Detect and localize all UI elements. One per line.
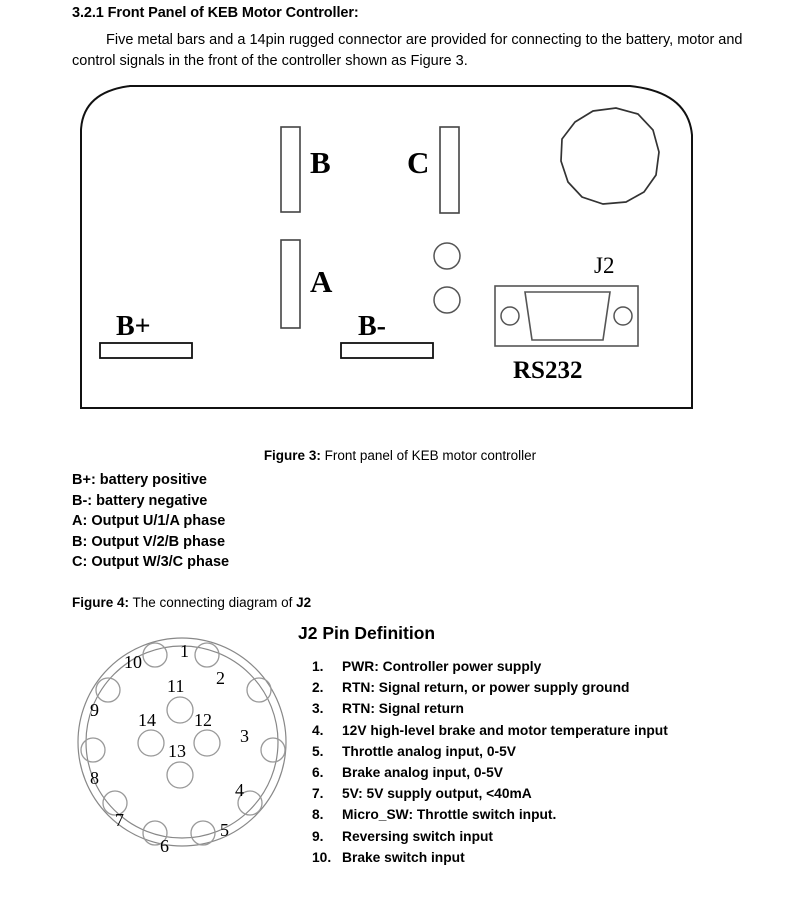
list-item	[312, 783, 782, 804]
front-panel-diagram	[70, 80, 710, 420]
terminal-bar-c	[440, 127, 459, 213]
pin-text: Brake analog input, 0-5V	[342, 765, 504, 781]
j2-pin-label-7: 7	[115, 810, 124, 830]
label-bar-bplus: B+	[116, 311, 151, 342]
pin-text: RTN: Signal return	[342, 701, 464, 717]
j2-pin-label-11: 11	[167, 676, 185, 696]
list-item	[312, 656, 782, 677]
pin-number: 1.	[312, 659, 324, 674]
j2-pin-label-1: 1	[180, 641, 189, 661]
label-rs232: RS232	[513, 357, 583, 384]
j2-pin-12	[194, 730, 220, 756]
terminal-bar-a	[281, 240, 300, 328]
pin-definition-list	[312, 656, 782, 868]
label-bar-a: A	[310, 264, 333, 299]
pin-number: 5.	[312, 743, 324, 759]
legend-item: B-: battery negative	[72, 492, 208, 509]
legend-item: B+: battery positive	[72, 472, 207, 488]
pin-text: 12V high-level brake and motor temperature input	[342, 722, 668, 738]
figure3-caption-text: Front panel of KEB motor controller	[320, 448, 537, 463]
rs232-connector-shell	[495, 286, 638, 346]
j2-pin-13	[167, 762, 193, 788]
j2-connector-circle	[561, 108, 659, 204]
list-item	[312, 741, 782, 762]
figure3-caption-lead: Figure 3:	[263, 448, 321, 463]
j2-pin-10	[143, 643, 167, 667]
pin-number: 9.	[312, 828, 324, 844]
panel-outline	[81, 86, 692, 408]
j2-pin-1	[195, 643, 219, 667]
legend-item: B: Output V/2/B phase	[72, 533, 226, 550]
figure4-caption-text: The connecting diagram of	[129, 595, 297, 610]
pin-number: 3.	[312, 701, 324, 717]
pin-text: PWR: Controller power supply	[342, 659, 542, 674]
j2-pin-label-8: 8	[90, 768, 99, 788]
j2-pin-11	[167, 697, 193, 723]
j2-pin-label-10: 10	[124, 652, 142, 672]
j2-pin-label-4: 4	[235, 780, 244, 800]
panel-hole-upper	[434, 243, 460, 269]
j2-pin-label-2: 2	[216, 668, 225, 688]
panel-hole-lower	[434, 287, 460, 313]
rs232-screw-hole-right	[614, 307, 632, 325]
list-item	[312, 804, 782, 825]
figure3-caption	[0, 448, 800, 463]
j2-pin-label-6: 6	[160, 836, 169, 856]
label-bar-b: B	[310, 145, 331, 180]
j2-pin-label-5: 5	[220, 820, 229, 840]
pin-number: 7.	[312, 786, 324, 802]
j2-pin-3	[261, 738, 285, 762]
pin-text: Micro_SW: Throttle switch input.	[342, 807, 557, 823]
terminal-bar-bplus	[100, 343, 192, 358]
figure4-caption-tail: J2	[296, 595, 312, 610]
list-item	[312, 826, 782, 847]
list-item	[312, 847, 782, 868]
terminal-legend	[72, 470, 229, 573]
pin-text: Brake switch input	[342, 849, 465, 865]
terminal-bar-b	[281, 127, 300, 212]
label-bar-c: C	[407, 145, 430, 180]
j2-pin-label-12: 12	[194, 710, 212, 730]
rs232-screw-hole-left	[501, 307, 519, 325]
terminal-bar-bminus	[341, 343, 433, 358]
pin-text: Reversing switch input	[342, 828, 494, 844]
list-item	[312, 698, 782, 719]
legend-item: C: Output W/3/C phase	[72, 554, 230, 571]
pin-text: 5V: 5V supply output, <40mA	[342, 786, 532, 802]
figure4-caption-lead: Figure 4:	[72, 595, 130, 610]
label-j2: J2	[594, 253, 615, 278]
list-item	[312, 762, 782, 783]
rs232-dsub-shape	[525, 292, 610, 340]
pin-number: 4.	[312, 722, 324, 738]
page-title: 3.2.1 Front Panel of KEB Motor Controller:	[72, 5, 359, 21]
j2-pin-label-13: 13	[168, 741, 186, 761]
pin-number: 10.	[312, 849, 332, 865]
j2-pin-8	[81, 738, 105, 762]
figure4-caption	[72, 595, 311, 610]
list-item	[312, 677, 782, 698]
pin-text: RTN: Signal return, or power supply ground	[342, 680, 630, 696]
j2-pinout-diagram	[76, 628, 298, 863]
list-item	[312, 720, 782, 741]
pin-number: 6.	[312, 765, 324, 781]
pin-text: Throttle analog input, 0-5V	[342, 743, 516, 759]
j2-pin-label-9: 9	[90, 700, 99, 720]
legend-item: A: Output U/1/A phase	[72, 513, 226, 530]
pin-number: 2.	[312, 680, 324, 696]
j2-pin-2	[247, 678, 271, 702]
intro-paragraph: Five metal bars and a 14pin rugged connector are provided for connecting to the battery, motor and control signals in the front of the controller shown as Figure 3.	[72, 32, 743, 69]
pin-definition-title: J2 Pin Definition	[298, 623, 436, 643]
j2-pin-label-14: 14	[138, 710, 156, 730]
label-bar-bminus: B-	[358, 311, 386, 342]
j2-pin-label-3: 3	[240, 726, 249, 746]
j2-pin-14	[138, 730, 164, 756]
pin-number: 8.	[312, 807, 324, 823]
